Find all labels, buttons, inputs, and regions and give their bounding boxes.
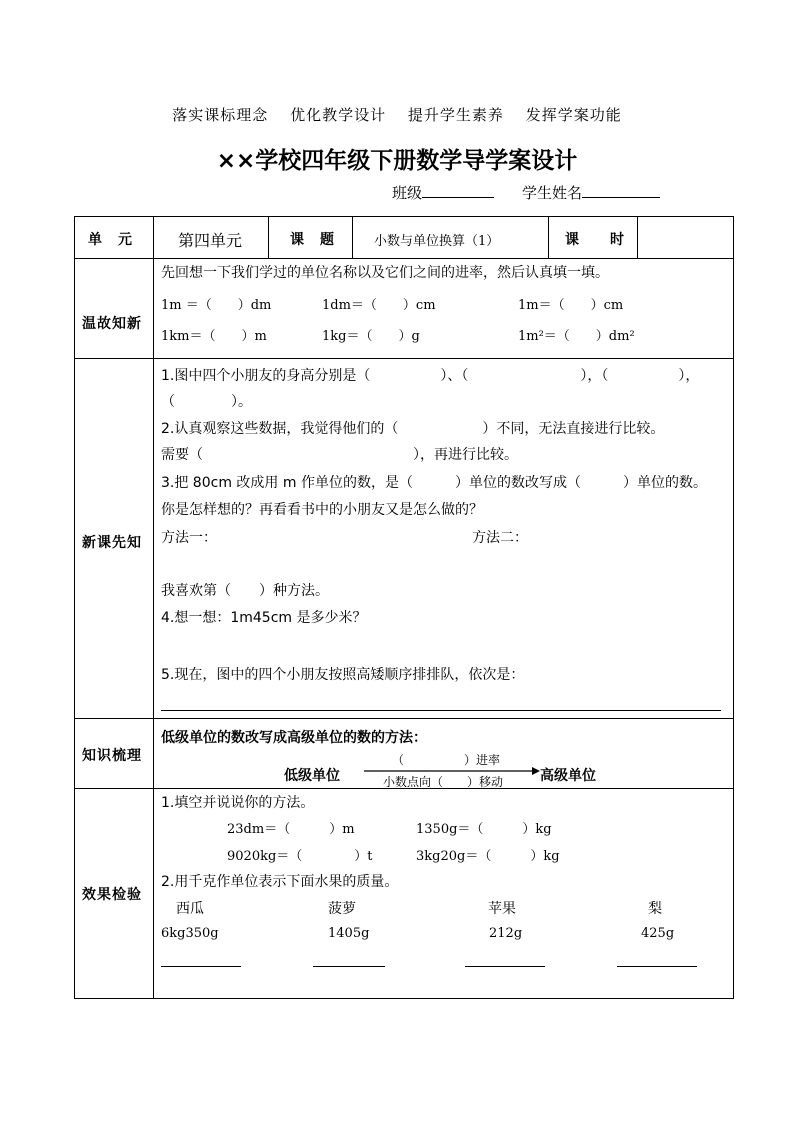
high-unit: 高级单位 bbox=[540, 768, 596, 784]
review-intro: 先回想一下我们学过的单位名称以及它们之间的进率，然后认真填一填。 bbox=[161, 265, 609, 281]
table-border bbox=[74, 216, 75, 999]
slogan-item: 落实课标理念 bbox=[172, 106, 269, 124]
question-1-cont[interactable]: （ ）。 bbox=[161, 394, 252, 410]
fruit-weight: 212g bbox=[489, 926, 523, 941]
topic-value: 小数与单位换算（1） bbox=[374, 234, 500, 249]
table-border bbox=[733, 216, 734, 999]
fill-blank[interactable]: 3kg20g＝（ ）kg bbox=[416, 849, 560, 864]
review-fill[interactable]: 1m＝（ ）cm bbox=[518, 298, 624, 313]
table-border bbox=[74, 216, 734, 217]
class-label: 班级 bbox=[392, 184, 423, 202]
knowledge-heading: 低级单位的数改写成高级单位的数的方法： bbox=[161, 730, 427, 746]
student-label: 学生姓名 bbox=[522, 184, 583, 202]
question-3-cont: 你是怎样想的？再看看书中的小朋友又是怎么做的？ bbox=[161, 502, 483, 518]
review-label: 温故知新 bbox=[82, 316, 142, 332]
unit-value: 第四单元 bbox=[178, 231, 243, 250]
fruit-weight: 6kg350g bbox=[161, 926, 219, 941]
check-q2: 2.用千克作单位表示下面水果的质量。 bbox=[161, 874, 399, 890]
column-divider bbox=[352, 216, 353, 258]
review-fill[interactable]: 1m²＝（ ）dm² bbox=[518, 329, 635, 344]
low-unit: 低级单位 bbox=[284, 768, 340, 784]
slogan-item: 提升学生素养 bbox=[407, 106, 504, 124]
check-q1: 1.填空并说说你的方法。 bbox=[161, 795, 315, 811]
question-3[interactable]: 3.把 80cm 改成用 m 作单位的数，是（ ）单位的数改写成（ ）单位的数。 bbox=[161, 475, 707, 491]
answer-line[interactable] bbox=[617, 966, 697, 967]
fruit-name: 菠萝 bbox=[328, 901, 356, 917]
topic-label: 课 题 bbox=[290, 232, 335, 248]
fruit-weight: 425g bbox=[641, 926, 675, 941]
row-divider bbox=[74, 358, 734, 359]
question-5[interactable]: 5.现在，图中的四个小朋友按照高矮顺序排排队，依次是： bbox=[161, 667, 525, 683]
new-lesson-label: 新课先知 bbox=[82, 535, 142, 551]
column-divider bbox=[153, 216, 154, 999]
slogan bbox=[0, 104, 794, 125]
answer-line[interactable] bbox=[161, 966, 241, 967]
student-name-blank[interactable] bbox=[582, 183, 660, 198]
method-one[interactable]: 方法一： bbox=[161, 530, 217, 546]
review-fill[interactable]: 1km＝（ ）m bbox=[161, 329, 267, 344]
class-blank[interactable] bbox=[422, 183, 494, 198]
answer-line[interactable] bbox=[313, 966, 385, 967]
fill-blank[interactable]: 23dm＝（ ）m bbox=[227, 822, 355, 837]
answer-line[interactable] bbox=[465, 966, 545, 967]
question-4[interactable]: 4.想一想：1m45cm 是多少米？ bbox=[161, 610, 367, 626]
slogan-item: 优化教学设计 bbox=[290, 106, 387, 124]
period-label: 课 时 bbox=[565, 232, 625, 248]
class-field[interactable] bbox=[392, 182, 494, 203]
arrow-below-label[interactable]: 小数点向（ ）移动 bbox=[383, 775, 504, 789]
review-fill[interactable]: 1dm＝（ ）cm bbox=[322, 298, 436, 313]
column-divider bbox=[548, 216, 549, 258]
question-2-cont[interactable]: 需要（ ），再进行比较。 bbox=[161, 447, 518, 463]
question-2[interactable]: 2.认真观察这些数据，我觉得他们的（ ）不同，无法直接进行比较。 bbox=[161, 421, 665, 437]
student-name-field[interactable] bbox=[522, 182, 660, 203]
fruit-name: 梨 bbox=[648, 901, 662, 917]
row-divider bbox=[74, 258, 734, 259]
answer-line[interactable] bbox=[161, 710, 721, 711]
fill-blank[interactable]: 1350g＝（ ）kg bbox=[416, 822, 552, 837]
review-fill[interactable]: 1m ＝（ ）dm bbox=[161, 298, 272, 313]
question-1[interactable]: 1.图中四个小朋友的身高分别是（ ）、（ ），（ ）， bbox=[161, 368, 700, 384]
table-border bbox=[74, 998, 734, 999]
fruit-name: 西瓜 bbox=[176, 901, 204, 917]
check-label: 效果检验 bbox=[82, 887, 142, 903]
row-divider bbox=[74, 718, 734, 719]
unit-label: 单 元 bbox=[88, 232, 133, 248]
knowledge-label: 知识梳理 bbox=[82, 748, 142, 764]
column-divider bbox=[637, 216, 638, 258]
prefer-method[interactable]: 我喜欢第（ ）种方法。 bbox=[161, 583, 329, 599]
slogan-item: 发挥学案功能 bbox=[525, 106, 622, 124]
fruit-weight: 1405g bbox=[328, 926, 370, 941]
fill-blank[interactable]: 9020kg＝（ ）t bbox=[227, 849, 373, 864]
method-two[interactable]: 方法二： bbox=[472, 530, 528, 546]
column-divider bbox=[268, 216, 269, 258]
fruit-name: 苹果 bbox=[488, 901, 516, 917]
review-fill[interactable]: 1kg＝（ ）g bbox=[322, 329, 420, 344]
arrow-above-label[interactable]: （ ）进率 bbox=[392, 753, 501, 767]
page-title: ××学校四年级下册数学导学案设计 bbox=[216, 148, 578, 174]
